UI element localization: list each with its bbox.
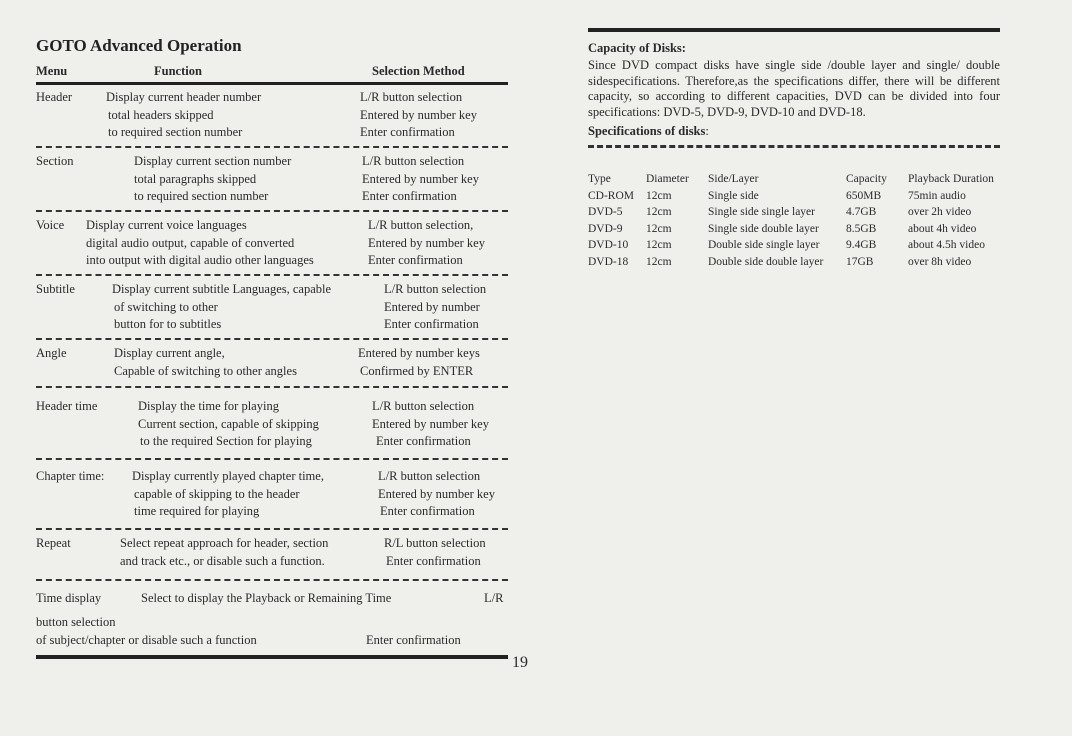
selection-line: Enter confirmation (368, 253, 463, 267)
selection-line: L/R button selection (384, 282, 487, 296)
time-display-text: Select to display the Playback or Remaining Time (141, 591, 392, 605)
row-function (138, 398, 319, 451)
top-rule (588, 28, 1000, 32)
cell-diameter: 12cm (646, 206, 672, 218)
cell-diameter: 12cm (646, 239, 672, 251)
col-selection: Selection Method (372, 64, 465, 78)
row-divider (36, 458, 508, 460)
row-label: Section (36, 154, 74, 168)
selection-line: Entered by number key (372, 416, 489, 431)
row-function (114, 345, 297, 380)
function-line: Display current header number (106, 90, 262, 104)
cell-diameter: 12cm (646, 189, 672, 202)
selection-line: Entered by number key (360, 107, 477, 122)
row-divider (36, 386, 508, 388)
goto-section (36, 36, 508, 659)
footer-rule (36, 655, 508, 659)
table-row (36, 281, 508, 333)
function-line: Display current angle, (114, 346, 225, 360)
selection-line: Confirmed by ENTER (360, 363, 474, 378)
cell-duration: over 2h video (908, 206, 972, 218)
table-row (588, 238, 1000, 255)
selection-line: Entered by number (384, 299, 480, 314)
function-line: Display the time for playing (138, 399, 279, 413)
cell-duration: 75min audio (908, 189, 966, 202)
function-line: Select repeat approach for header, section (120, 536, 329, 550)
selection-line: L/R button selection, (368, 218, 474, 232)
cell-duration: over 8h video (908, 255, 972, 268)
row-divider (36, 579, 508, 581)
row-function (86, 217, 314, 270)
cell-duration: about 4h video (908, 222, 977, 235)
capacity-paragraph: Since DVD compact disks have single side /double layer and single/ double sidespecifications. Therefore,as the specifications differ, there will be different capacity, so according to different capacities, DVD can be divided into four specifications: DVD-5, DVD-9, DVD-10 and DVD-18. (588, 58, 1000, 119)
cell-capacity: 4.7GB (846, 206, 877, 218)
function-line: button for to subtitles (114, 317, 222, 331)
capacity-heading: Capacity of Disks: (588, 41, 686, 55)
row-selection (360, 89, 477, 142)
cell-type: DVD-18 (588, 255, 629, 268)
table-row (588, 189, 1000, 206)
selection-line: Entered by number key (362, 171, 479, 186)
cell-capacity: 9.4GB (846, 239, 877, 251)
function-line: Display current section number (134, 154, 292, 168)
function-line: Display current subtitle Languages, capable (112, 282, 332, 296)
function-line: Display currently played chapter time, (132, 469, 324, 483)
cell-sidelayer: Double side single layer (708, 239, 820, 251)
row-selection (384, 281, 486, 334)
row-label: Chapter time: (36, 469, 105, 483)
row-divider (36, 210, 508, 212)
function-line: total headers skipped (108, 107, 214, 122)
col-function: Function (154, 64, 202, 78)
selection-line: Enter confirmation (384, 317, 479, 331)
function-line: and track etc., or disable such a function. (120, 553, 325, 568)
row-divider (36, 274, 508, 276)
time-display-block (36, 589, 508, 649)
row-divider (36, 528, 508, 530)
selection-line: Entered by number keys (358, 346, 480, 360)
spec-col-sidelayer: Side/Layer (708, 173, 759, 185)
function-line: Capable of switching to other angles (114, 363, 297, 378)
cell-type: DVD-9 (588, 222, 623, 235)
selection-line: L/R button selection (372, 399, 475, 413)
spec-col-type: Type (588, 173, 611, 185)
cell-diameter: 12cm (646, 222, 672, 235)
time-display-selection: L/R (484, 591, 504, 605)
function-line: to the required Section for playing (140, 434, 312, 448)
spec-heading-text: Specifications of disks (588, 124, 706, 138)
row-selection (358, 345, 480, 380)
row-selection (368, 217, 485, 270)
selection-line: Entered by number key (378, 486, 495, 501)
cell-type: DVD-10 (588, 239, 629, 251)
cell-sidelayer: Single side single layer (708, 206, 815, 218)
cell-capacity: 8.5GB (846, 222, 877, 235)
table-row (36, 345, 508, 381)
cell-duration: about 4.5h video (908, 239, 985, 251)
function-line: into output with digital audio other languages (86, 253, 314, 267)
spec-col-duration: Playback Duration (908, 173, 994, 185)
table-row (588, 222, 1000, 239)
row-selection (362, 153, 479, 206)
function-line: capable of skipping to the header (134, 486, 300, 501)
row-function (106, 89, 261, 142)
cell-type: CD-ROM (588, 189, 635, 202)
selection-line: Enter confirmation (386, 553, 481, 568)
row-divider (36, 146, 508, 148)
selection-line: R/L button selection (384, 536, 486, 550)
selection-line: L/R button selection (360, 90, 463, 104)
table-row (588, 205, 1000, 222)
row-label: Voice (36, 218, 65, 232)
table-row (36, 468, 508, 520)
time-display-selection: Enter confirmation (366, 633, 461, 647)
selection-line: Enter confirmation (376, 434, 471, 448)
function-line: digital audio output, capable of converted (86, 235, 295, 250)
cell-capacity: 17GB (846, 255, 874, 268)
row-selection (384, 535, 486, 570)
time-display-line: button selection (36, 615, 116, 629)
section-title: GOTO Advanced Operation (36, 36, 242, 55)
cell-capacity: 650MB (846, 189, 882, 202)
selection-line: Enter confirmation (380, 504, 475, 518)
page-number: 19 (512, 654, 528, 671)
table-row (36, 398, 508, 450)
row-label: Time display (36, 591, 102, 605)
function-line: Current section, capable of skipping (138, 416, 319, 431)
cell-sidelayer: Double side double layer (708, 255, 824, 268)
function-line: of switching to other (114, 299, 218, 314)
function-line: time required for playing (134, 504, 260, 518)
spec-divider (588, 145, 1000, 148)
row-function (132, 468, 324, 521)
header-rule (36, 82, 508, 85)
row-label: Repeat (36, 536, 71, 550)
time-display-text: of subject/chapter or disable such a function (36, 633, 257, 647)
spec-heading (588, 124, 1000, 139)
cell-sidelayer: Single side double layer (708, 222, 819, 235)
row-divider (36, 338, 508, 340)
row-function (112, 281, 331, 334)
function-line: Display current voice languages (86, 218, 247, 232)
table-row (36, 89, 508, 141)
table-row (36, 153, 508, 205)
spec-header-row (588, 172, 1000, 189)
row-label: Angle (36, 346, 67, 360)
row-label: Header time (36, 399, 98, 413)
selection-line: Enter confirmation (360, 125, 455, 139)
table-row (36, 217, 508, 269)
selection-line: L/R button selection (362, 154, 465, 168)
spec-col-capacity: Capacity (846, 173, 887, 185)
spec-heading-colon: : (705, 124, 709, 138)
capacity-section (588, 28, 1000, 271)
col-menu: Menu (36, 64, 68, 78)
row-selection (372, 398, 489, 451)
function-line: total paragraphs skipped (134, 171, 257, 186)
time-display-line (36, 589, 508, 607)
row-function (120, 535, 328, 570)
spec-col-diameter: Diameter (646, 173, 689, 185)
selection-line: Entered by number key (368, 235, 485, 250)
function-line: to required section number (108, 125, 243, 139)
cell-sidelayer: Single side (708, 189, 759, 202)
table-row (36, 535, 508, 571)
table-header (36, 64, 508, 80)
selection-line: Enter confirmation (362, 189, 457, 203)
function-line: to required section number (134, 189, 269, 203)
row-label: Subtitle (36, 282, 75, 296)
row-function (134, 153, 291, 206)
spec-table (588, 172, 1000, 271)
time-display-line (36, 631, 508, 649)
table-row (588, 255, 1000, 272)
selection-line: L/R button selection (378, 469, 481, 483)
row-selection (378, 468, 495, 521)
cell-type: DVD-5 (588, 206, 623, 218)
row-label: Header (36, 90, 73, 104)
cell-diameter: 12cm (646, 255, 672, 268)
